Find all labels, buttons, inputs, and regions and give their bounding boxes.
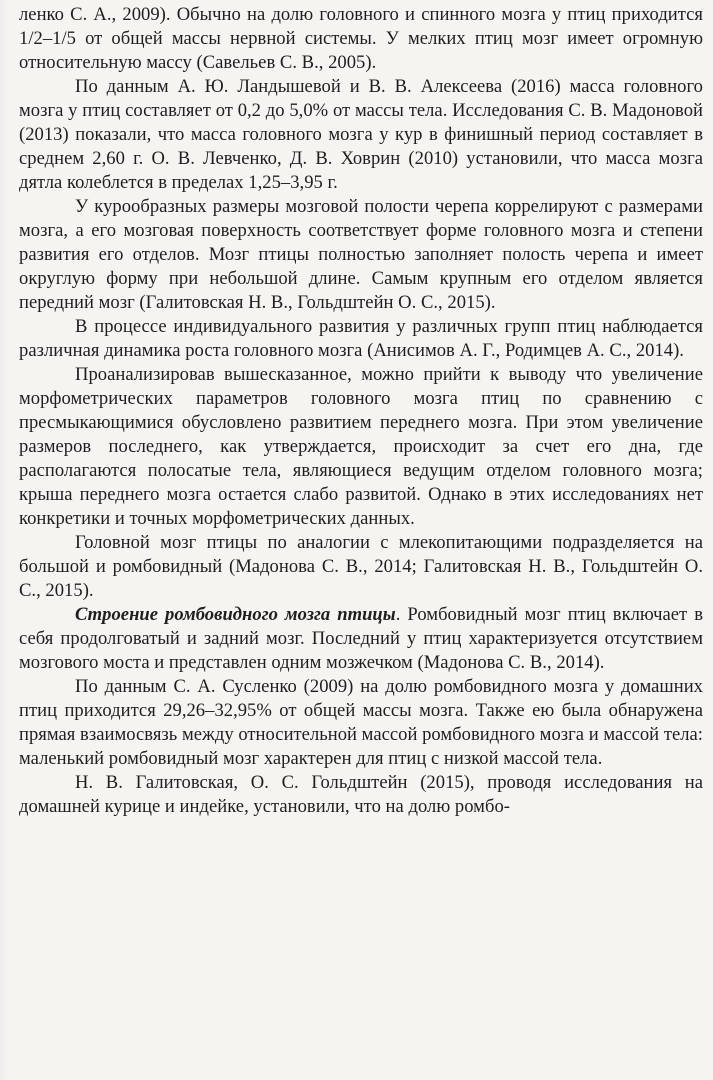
- paragraph-9: Н. В. Галитовская, О. С. Гольдштейн (2015), проводя исследования на домашней курице и индейке, установили, что на долю ромбо-: [19, 772, 703, 817]
- paragraph-6: Головной мозг птицы по аналогии с млекопитающими подразделяется на большой и ромбовидный (Мадонова С. В., 2014; Галитовская Н. В., Гольдштейн О. С., 2015).: [19, 532, 703, 601]
- paragraph-3: У курообразных размеры мозговой полости черепа коррелируют с размерами мозга, а его мозговая поверхность соответствует форме головного мозга и степени развития его отделов. Мозг птицы полностью заполняет полость черепа и имеет округлую форму при небольшой длине. Самым крупным его отделом является передний мозг (Галитовская Н. В., Гольдштейн О. С., 2015).: [19, 196, 703, 313]
- paragraph-8: По данным С. А. Сусленко (2009) на долю ромбовидного мозга у домашних птиц приходится 29,26–32,95% от общей массы мозга. Также ею была обнаружена прямая взаимосвязь между относительной массой ромбовидного мозга и массой тела: маленький ромбовидный мозг характерен для птиц с низкой массой тела.: [19, 676, 703, 769]
- paragraph-1: ленко С. А., 2009). Обычно на долю головного и спинного мозга у птиц приходится 1/2–1/5 от общей массы нервной системы. У мелких птиц мозг имеет огромную относительную массу (Савельев С. В., 2005).: [19, 4, 703, 73]
- paragraph-7-section: [19, 603, 703, 675]
- paragraph-4: В процессе индивидуального развития у различных групп птиц наблюдается различная динамика роста головного мозга (Анисимов А. Г., Родимцев А. С., 2014).: [19, 316, 703, 361]
- paragraph-2: По данным А. Ю. Ландышевой и В. В. Алексеева (2016) масса головного мозга у птиц составляет от 0,2 до 5,0% от массы тела. Исследования С. В. Мадоновой (2013) показали, что масса головного мозга у кур в финишный период составляет в среднем 2,60 г. О. В. Левченко, Д. В. Ховрин (2010) установили, что масса мозга дятла колеблется в пределах 1,25–3,95 г.: [19, 76, 703, 193]
- section-body: Ромбовидный мозг птиц включает в себя продолговатый и задний мозг. Последний у птиц характеризуется отсутствием мозгового моста и представлен одним мозжечком (Мадонова С. В., 2014).: [19, 604, 703, 673]
- paragraph-5: Проанализировав вышесказанное, можно прийти к выводу что увеличение морфометрических параметров головного мозга птиц по сравнению с пресмыкающимися обусловлено развитием переднего мозга. При этом увеличение размеров последнего, как утверждается, происходит за счет его дна, где располагаются полосатые тела, являющиеся ведущим отделом головного мозга; крыша переднего мозга остается слабо развитой. Однако в этих исследованиях нет конкретики и точных морфометрических данных.: [19, 364, 703, 529]
- section-heading-punctuation: .: [395, 604, 401, 625]
- section-heading: Строение ромбовидного мозга птицы: [75, 604, 396, 625]
